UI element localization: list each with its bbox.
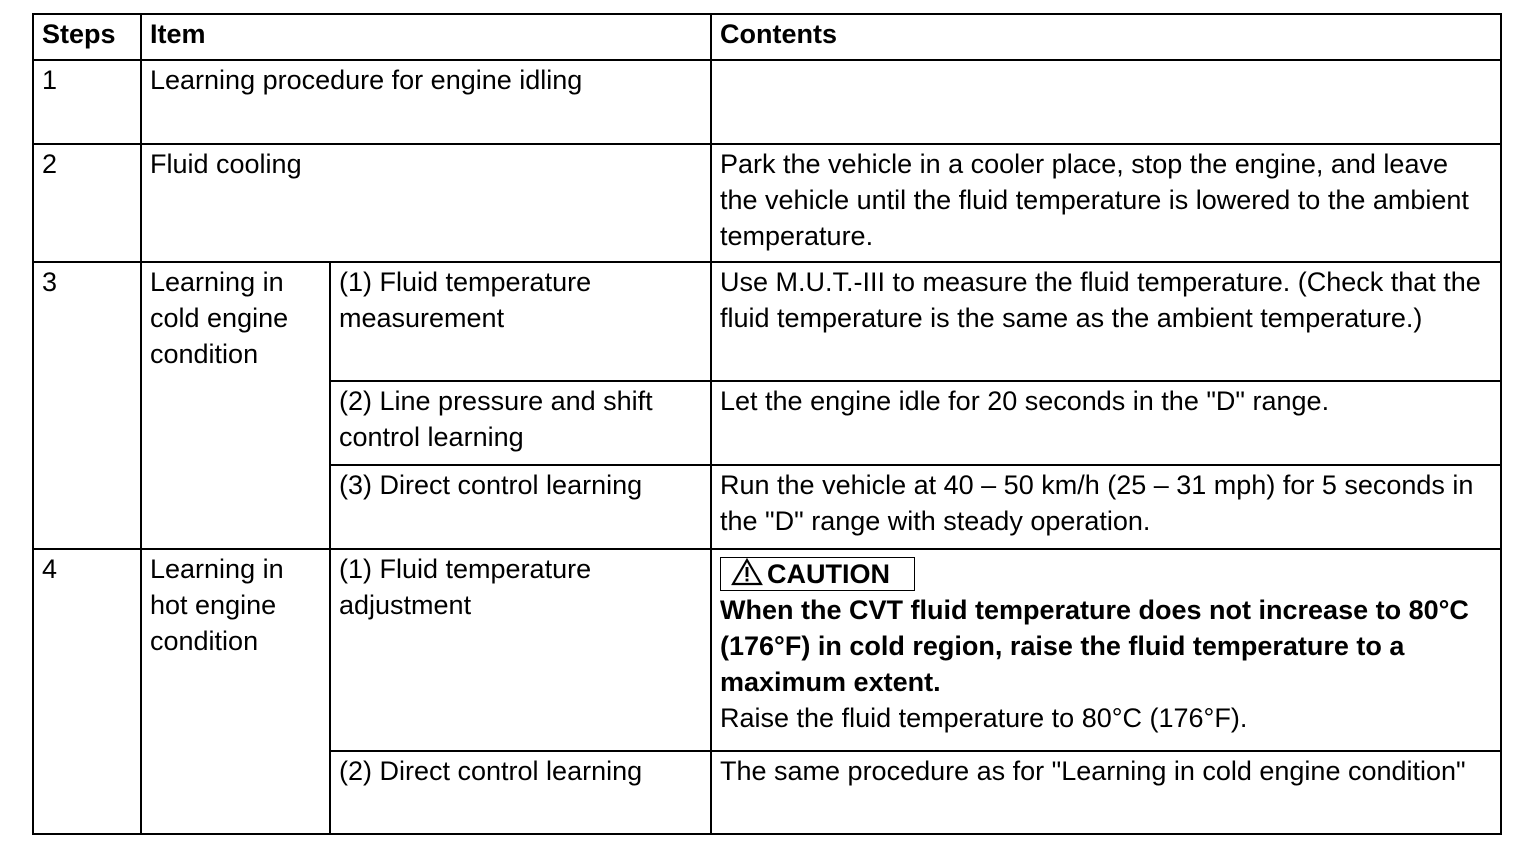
step-item: Learning in cold engine condition bbox=[141, 262, 330, 549]
substep-contents: Run the vehicle at 40 – 50 km/h (25 – 31 mph) for 5 seconds in the "D" range with steady operation. bbox=[711, 465, 1501, 549]
step-item: Learning in hot engine condition bbox=[141, 549, 330, 834]
substep-item: (2) Line pressure and shift control learning bbox=[330, 381, 711, 465]
table-row bbox=[33, 549, 1501, 751]
caution-badge bbox=[720, 557, 915, 591]
step-contents bbox=[711, 60, 1501, 144]
substep-item: (1) Fluid temperature measurement bbox=[330, 262, 711, 381]
header-steps: Steps bbox=[33, 14, 141, 60]
step-number: 4 bbox=[33, 549, 141, 834]
substep-item: (2) Direct control learning bbox=[330, 751, 711, 834]
substep-item: (1) Fluid temperature adjustment bbox=[330, 549, 711, 751]
header-contents: Contents bbox=[711, 14, 1501, 60]
substep-contents-text: Raise the fluid temperature to 80°C (176°F). bbox=[720, 703, 1248, 733]
step-item: Learning procedure for engine idling bbox=[141, 60, 711, 144]
step-number: 1 bbox=[33, 60, 141, 144]
step-item: Fluid cooling bbox=[141, 144, 711, 262]
table-row bbox=[33, 60, 1501, 144]
step-contents: Park the vehicle in a cooler place, stop the engine, and leave the vehicle until the fluid temperature is lowered to the ambient temperature. bbox=[711, 144, 1501, 262]
substep-contents: Let the engine idle for 20 seconds in the "D" range. bbox=[711, 381, 1501, 465]
substep-contents bbox=[711, 549, 1501, 751]
caution-label: CAUTION bbox=[767, 559, 890, 589]
table-row bbox=[33, 262, 1501, 381]
step-number: 2 bbox=[33, 144, 141, 262]
table-row bbox=[33, 144, 1501, 262]
caution-text: When the CVT fluid temperature does not increase to 80°C (176°F) in cold region, raise the fluid temperature to a maximum extent. bbox=[720, 595, 1469, 697]
header-item: Item bbox=[141, 14, 711, 60]
warning-triangle-icon bbox=[731, 558, 763, 586]
substep-contents: The same procedure as for "Learning in cold engine condition" bbox=[711, 751, 1501, 834]
procedure-table bbox=[32, 13, 1502, 835]
substep-contents: Use M.U.T.-III to measure the fluid temperature. (Check that the fluid temperature is the same as the ambient temperature.) bbox=[711, 262, 1501, 381]
table-header-row bbox=[33, 14, 1501, 60]
substep-item: (3) Direct control learning bbox=[330, 465, 711, 549]
step-number: 3 bbox=[33, 262, 141, 549]
